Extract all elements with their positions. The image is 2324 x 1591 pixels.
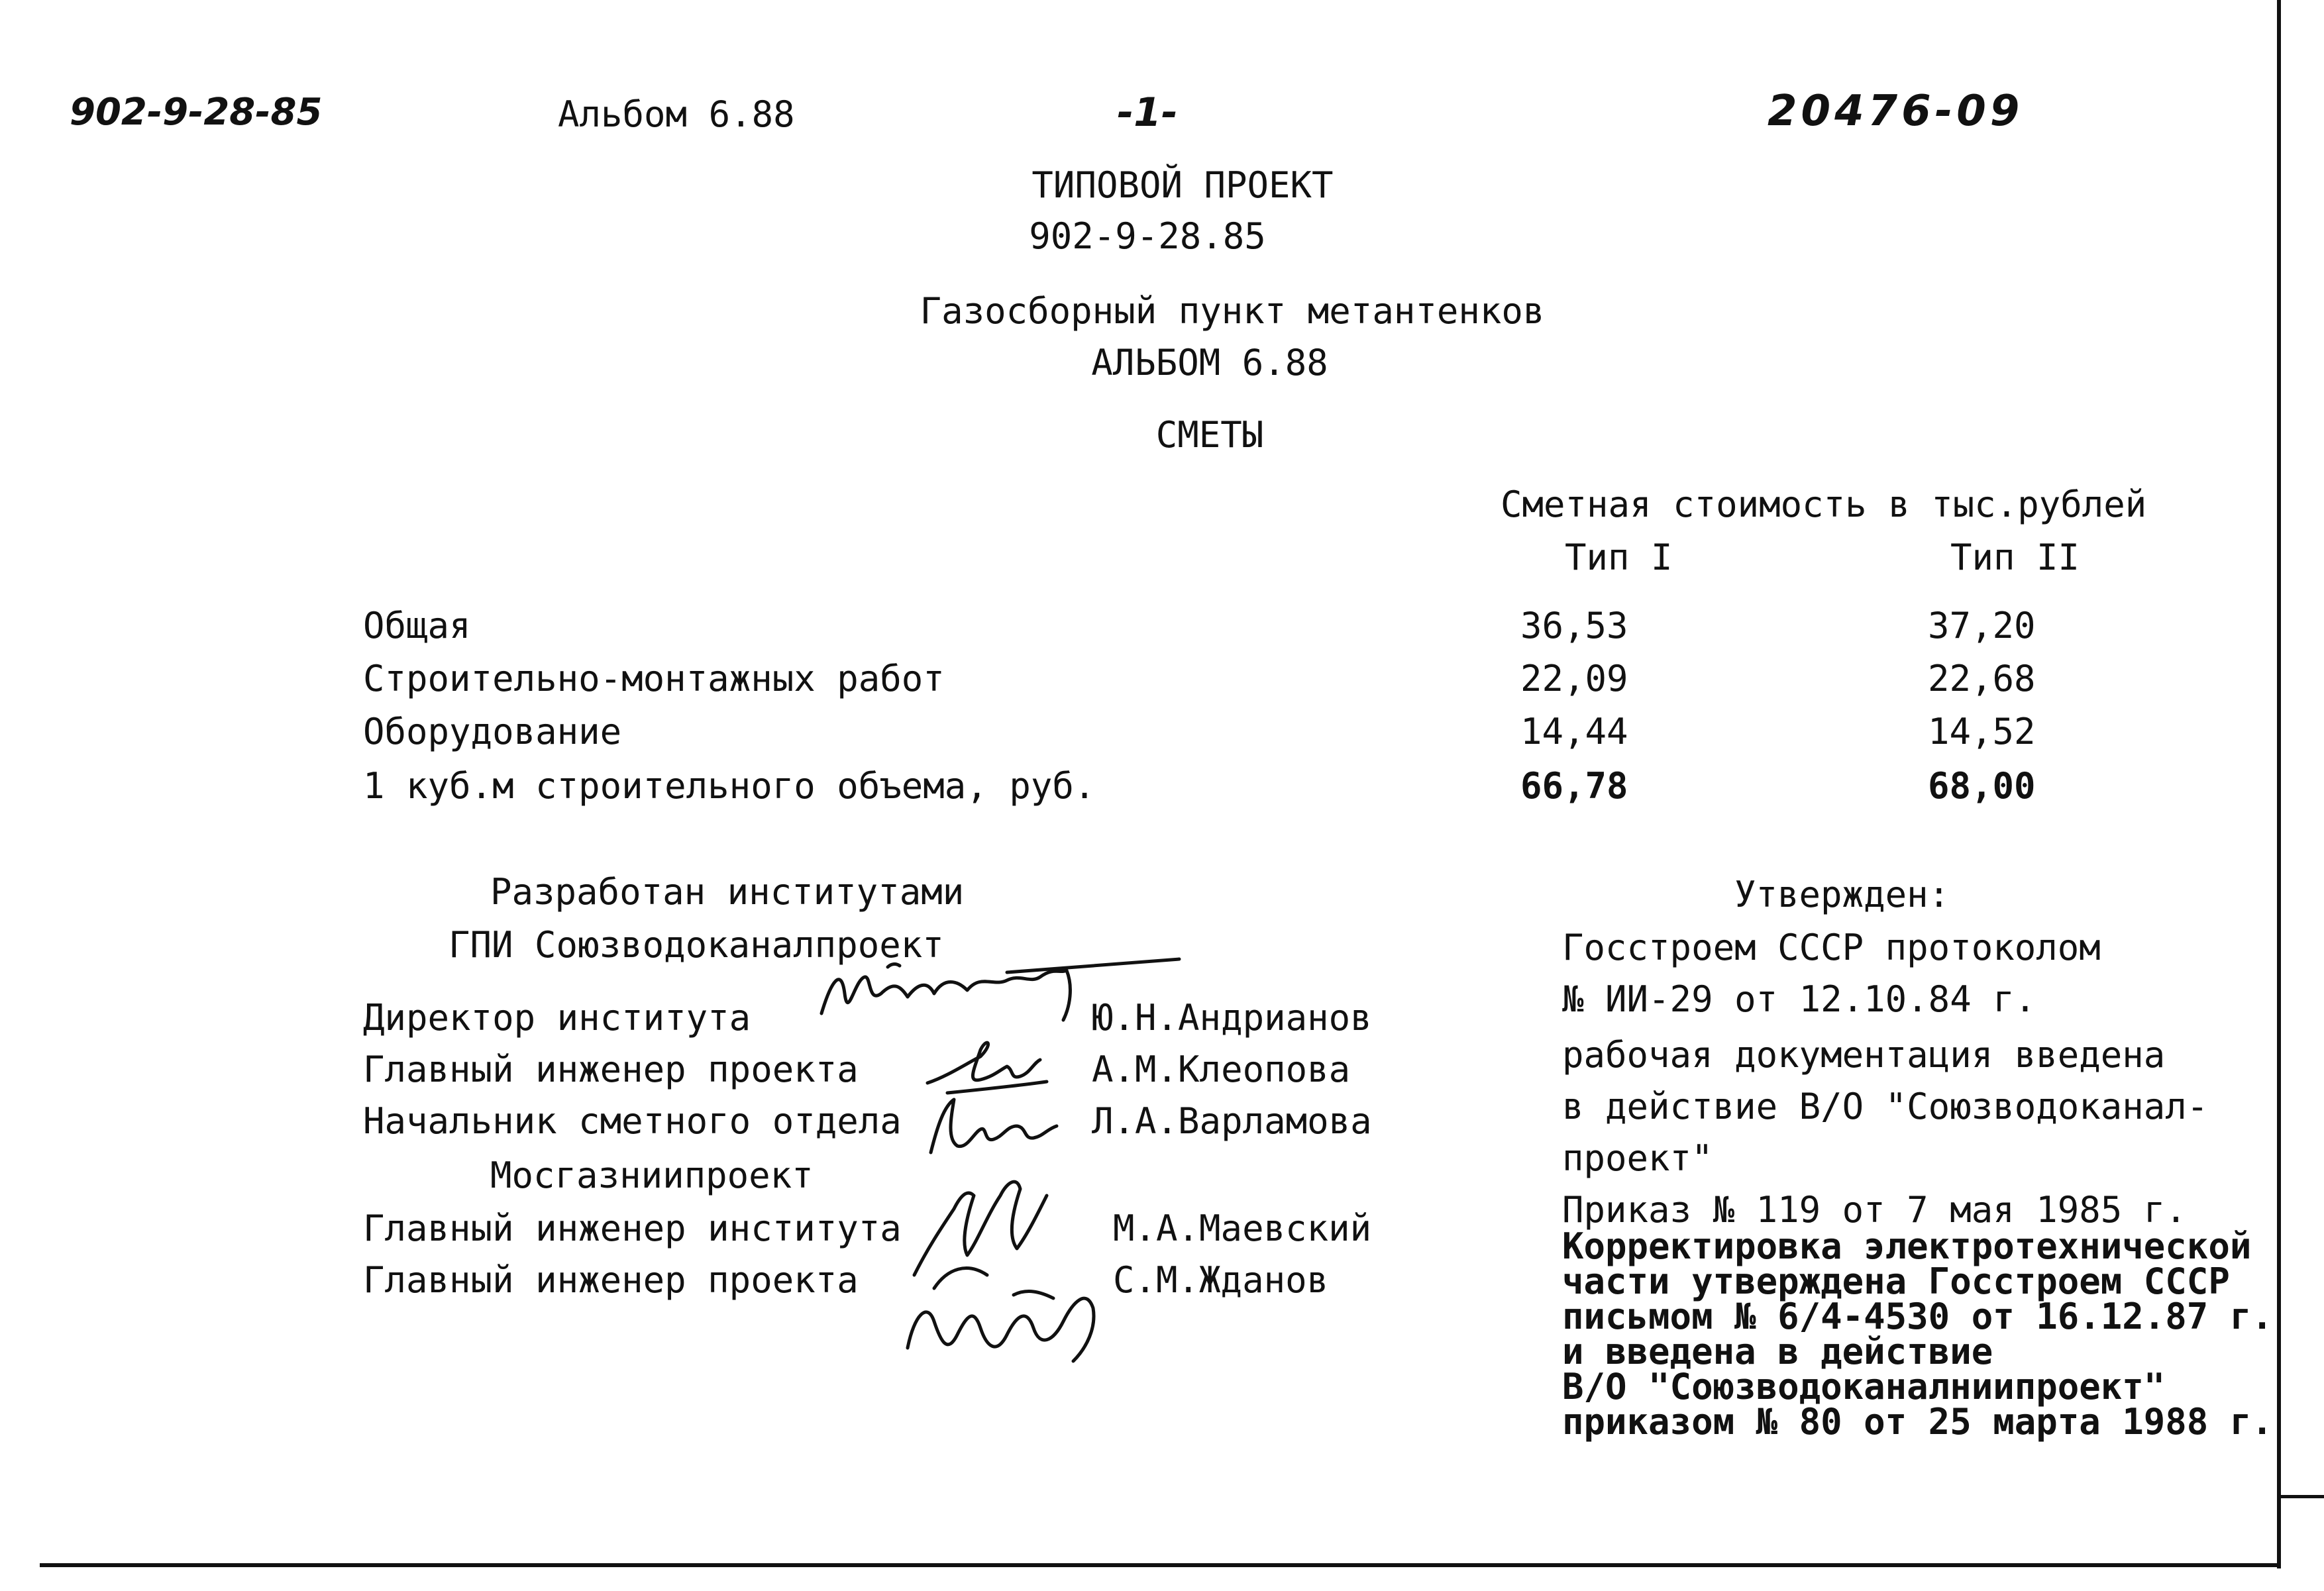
frame-tick: [2281, 1495, 2324, 1498]
page-number: -1-: [1117, 89, 1178, 136]
frame-right-border: [2277, 0, 2281, 1568]
signatory-role: Директор института: [363, 997, 751, 1039]
approval-line: № ИИ-29 от 12.10.84 г.: [1562, 978, 2036, 1020]
cost-row-label: Оборудование: [363, 711, 622, 752]
approval-line: проект": [1562, 1137, 1713, 1179]
institute-name: ГПИ Союзводоканалпроект: [449, 924, 944, 966]
cost-row-label: 1 куб.м строительного объема, руб.: [363, 765, 1096, 807]
section-title: СМЕТЫ: [1155, 414, 1264, 456]
album-label: Альбом 6.88: [558, 93, 795, 135]
approval-line: в действие В/О "Союзводоканал-: [1562, 1086, 2209, 1127]
cost-caption: Сметная стоимость в тыс.рублей: [1501, 484, 2147, 525]
approval-line: Госстроем СССР протоколом: [1562, 927, 2101, 968]
title-album: АЛЬБОМ 6.88: [1091, 342, 1328, 384]
title-line2: 902-9-28.85: [1029, 215, 1266, 257]
cost-value-type2: 14,52: [1928, 711, 2036, 752]
cost-row-label: Строительно-монтажных работ: [363, 658, 945, 699]
column-header-type2: Тип II: [1950, 537, 2080, 578]
approved-heading: Утвержден:: [1734, 874, 1950, 915]
project-subject: Газосборный пункт метантенков: [920, 290, 1545, 332]
correction-stamp-line: Корректировка электротехнической: [1562, 1225, 2252, 1267]
cost-value-type2: 22,68: [1928, 658, 2036, 699]
correction-stamp-line: письмом № 6/4-4530 от 16.12.87 г.: [1562, 1296, 2273, 1337]
correction-stamp-line: и введена в действие: [1562, 1331, 1993, 1372]
signatory-name: С.М.Жданов: [1113, 1259, 1329, 1301]
inventory-number: 20476-09: [1768, 87, 2024, 136]
signatory-role: Начальник сметного отдела: [363, 1100, 902, 1142]
signatory-name: М.А.Маевский: [1113, 1207, 1372, 1249]
signatory-name: А.М.Клеопова: [1092, 1049, 1351, 1090]
cost-value-type2: 37,20: [1928, 605, 2036, 646]
approval-line: рабочая документация введена: [1562, 1034, 2166, 1076]
signatory-role: Главный инженер института: [363, 1207, 902, 1249]
cost-value-type1: 36,53: [1520, 605, 1628, 646]
title-line1: ТИПОВОЙ ПРОЕКТ: [1031, 164, 1334, 206]
approval-line: Приказ № 119 от 7 мая 1985 г.: [1562, 1189, 2187, 1231]
developed-heading: Разработан институтами: [490, 871, 965, 913]
cost-value-type1: 66,78: [1520, 765, 1628, 807]
frame-bottom-border: [40, 1563, 2281, 1567]
signature-director: [808, 941, 1219, 1040]
cost-value-type1: 14,44: [1520, 711, 1628, 752]
signatory-name: Л.А.Варламова: [1092, 1100, 1372, 1142]
correction-stamp-line: части утверждена Госстроем СССР: [1562, 1260, 2230, 1302]
institute-name: Мосгазниипроект: [490, 1155, 814, 1196]
signature-mosgazniiproekt: [894, 1156, 1120, 1368]
column-header-type1: Тип I: [1565, 537, 1673, 578]
correction-stamp-line: В/О "Союзводоканалниипроект": [1562, 1366, 2166, 1408]
signatory-role: Главный инженер проекта: [363, 1049, 859, 1090]
correction-stamp-line: приказом № 80 от 25 марта 1988 г.: [1562, 1401, 2273, 1443]
handwritten-project-code: 902-9-28-85: [70, 91, 323, 134]
cost-row-label: Общая: [363, 605, 471, 646]
signatory-name: Ю.Н.Андрианов: [1092, 997, 1372, 1039]
cost-value-type2: 68,00: [1928, 765, 2036, 807]
cost-value-type1: 22,09: [1520, 658, 1628, 699]
signature-estimates-head: [918, 1086, 1077, 1166]
signatory-role: Главный инженер проекта: [363, 1259, 859, 1301]
